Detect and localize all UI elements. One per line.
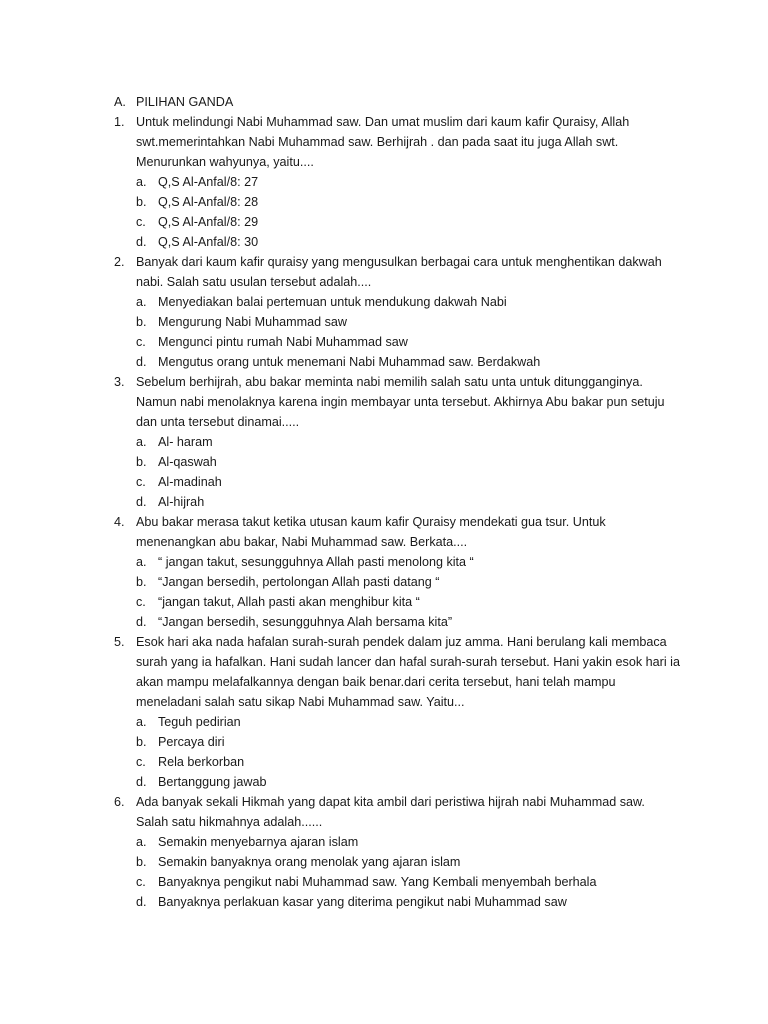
question-2-line (114, 272, 674, 292)
option-letter: c. (136, 475, 146, 489)
option-text: Al- haram (158, 435, 213, 449)
question-number: 3. (114, 375, 125, 389)
question-number: 2. (114, 255, 125, 269)
option-text: Menyediakan balai pertemuan untuk mendukung dakwah Nabi (158, 295, 507, 309)
option-letter: c. (136, 755, 146, 769)
question-text: Sebelum berhijrah, abu bakar meminta nabi memilih salah satu unta untuk ditungganginya. (136, 375, 643, 389)
question-1-option-d (114, 232, 674, 252)
section-title: PILIHAN GANDA (136, 95, 234, 109)
question-text: swt.memerintahkan Nabi Muhammad saw. Berhijrah . dan pada saat itu juga Allah swt. (136, 135, 619, 149)
option-letter: d. (136, 615, 147, 629)
document-content (114, 92, 680, 912)
question-2-option-a (114, 292, 674, 312)
option-text: Mengutus orang untuk menemani Nabi Muhammad saw. Berdakwah (158, 355, 541, 369)
question-4-option-c (114, 592, 674, 612)
question-5-line (114, 652, 680, 672)
question-5-option-d (114, 772, 674, 792)
option-letter: b. (136, 735, 147, 749)
option-text: Q,S Al-Anfal/8: 27 (158, 175, 259, 189)
question-text: dan unta tersebut dinamai..... (136, 415, 300, 429)
option-text: Semakin menyebarnya ajaran islam (158, 835, 359, 849)
question-1-option-a (114, 172, 674, 192)
option-text: Rela berkorban (158, 755, 245, 769)
option-letter: b. (136, 855, 147, 869)
option-letter: b. (136, 575, 147, 589)
option-text: Al-hijrah (158, 495, 205, 509)
question-3-line (114, 412, 674, 432)
question-text: Ada banyak sekali Hikmah yang dapat kita ambil dari peristiwa hijrah nabi Muhammad saw. (136, 795, 645, 809)
option-text: Percaya diri (158, 735, 225, 749)
question-text: Untuk melindungi Nabi Muhammad saw. Dan umat muslim dari kaum kafir Quraisy, Allah (136, 115, 630, 129)
question-6-option-c (114, 872, 674, 892)
question-5-line (114, 672, 674, 692)
option-letter: a. (136, 835, 147, 849)
question-3-option-b (114, 452, 674, 472)
option-text: “jangan takut, Allah pasti akan menghibur kita “ (158, 595, 420, 609)
question-6-option-a (114, 832, 674, 852)
question-6-option-d (114, 892, 674, 912)
question-4-line (114, 512, 674, 532)
option-text: “Jangan bersedih, sesungguhnya Alah bersama kita” (158, 615, 453, 629)
question-4-option-b (114, 572, 674, 592)
option-text: Banyaknya perlakuan kasar yang diterima pengikut nabi Muhammad saw (158, 895, 567, 909)
question-3-line (114, 372, 674, 392)
option-text: Al-madinah (158, 475, 222, 489)
section-marker: A. (114, 95, 126, 109)
option-letter: a. (136, 295, 147, 309)
option-text: Banyaknya pengikut nabi Muhammad saw. Yang Kembali menyembah berhala (158, 875, 597, 889)
option-letter: c. (136, 335, 146, 349)
question-1-line (114, 132, 674, 152)
option-letter: b. (136, 455, 147, 469)
option-letter: a. (136, 715, 147, 729)
option-letter: c. (136, 875, 146, 889)
question-2-option-b (114, 312, 674, 332)
option-letter: d. (136, 895, 147, 909)
option-text: Mengunci pintu rumah Nabi Muhammad saw (158, 335, 408, 349)
question-text: akan mampu melafalkannya dengan baik benar.dari cerita tersebut, hani telah mampu (136, 675, 616, 689)
option-letter: b. (136, 315, 147, 329)
question-2-line (114, 252, 674, 272)
option-text: “ jangan takut, sesungguhnya Allah pasti menolong kita “ (158, 555, 474, 569)
question-1-line (114, 112, 674, 132)
option-letter: a. (136, 435, 147, 449)
question-4-option-d (114, 612, 674, 632)
question-6-line (114, 792, 674, 812)
question-5-option-a (114, 712, 674, 732)
question-number: 4. (114, 515, 125, 529)
question-text: Abu bakar merasa takut ketika utusan kaum kafir Quraisy mendekati gua tsur. Untuk (136, 515, 606, 529)
option-text: “Jangan bersedih, pertolongan Allah pasti datang “ (158, 575, 440, 589)
question-text: menenangkan abu bakar, Nabi Muhammad saw. Berkata.... (136, 535, 468, 549)
question-5-line (114, 692, 674, 712)
option-letter: c. (136, 215, 146, 229)
option-letter: d. (136, 775, 147, 789)
question-4-option-a (114, 552, 674, 572)
option-text: Q,S Al-Anfal/8: 29 (158, 215, 259, 229)
question-2-option-c (114, 332, 674, 352)
question-6-line (114, 812, 674, 832)
question-1-option-c (114, 212, 674, 232)
option-text: Q,S Al-Anfal/8: 30 (158, 235, 259, 249)
option-text: Q,S Al-Anfal/8: 28 (158, 195, 259, 209)
question-2-option-d (114, 352, 674, 372)
question-number: 5. (114, 635, 125, 649)
option-text: Al-qaswah (158, 455, 217, 469)
question-1-line (114, 152, 674, 172)
question-3-option-c (114, 472, 674, 492)
question-text: Banyak dari kaum kafir quraisy yang mengusulkan berbagai cara untuk menghentikan dakwah (136, 255, 662, 269)
question-5-line (114, 632, 674, 652)
question-number: 6. (114, 795, 125, 809)
question-3-option-d (114, 492, 674, 512)
option-text: Semakin banyaknya orang menolak yang ajaran islam (158, 855, 461, 869)
question-text: surah yang ia hafalkan. Hani sudah lancer dan hafal surah-surah tersebut. Hani yakin esok hari ia (136, 655, 680, 669)
question-3-option-a (114, 432, 674, 452)
question-text: Menurunkan wahyunya, yaitu.... (136, 155, 314, 169)
option-letter: a. (136, 555, 147, 569)
option-letter: c. (136, 595, 146, 609)
question-6-option-b (114, 852, 674, 872)
question-text: Namun nabi menolaknya karena ingin membayar unta tersebut. Akhirnya Abu bakar pun setuju (136, 395, 665, 409)
option-letter: b. (136, 195, 147, 209)
section-heading (114, 92, 674, 112)
question-1-option-b (114, 192, 674, 212)
question-text: nabi. Salah satu usulan tersebut adalah.... (136, 275, 372, 289)
option-letter: a. (136, 175, 147, 189)
question-text: meneladani salah satu sikap Nabi Muhammad saw. Yaitu... (136, 695, 465, 709)
option-letter: d. (136, 495, 147, 509)
question-5-option-b (114, 732, 674, 752)
question-text: Esok hari aka nada hafalan surah-surah pendek dalam juz amma. Hani berulang kali membaca (136, 635, 667, 649)
question-3-line (114, 392, 674, 412)
option-text: Mengurung Nabi Muhammad saw (158, 315, 347, 329)
question-text: Salah satu hikmahnya adalah...... (136, 815, 323, 829)
option-text: Bertanggung jawab (158, 775, 267, 789)
option-text: Teguh pedirian (158, 715, 241, 729)
option-letter: d. (136, 355, 147, 369)
question-5-option-c (114, 752, 674, 772)
option-letter: d. (136, 235, 147, 249)
question-4-line (114, 532, 674, 552)
question-number: 1. (114, 115, 125, 129)
